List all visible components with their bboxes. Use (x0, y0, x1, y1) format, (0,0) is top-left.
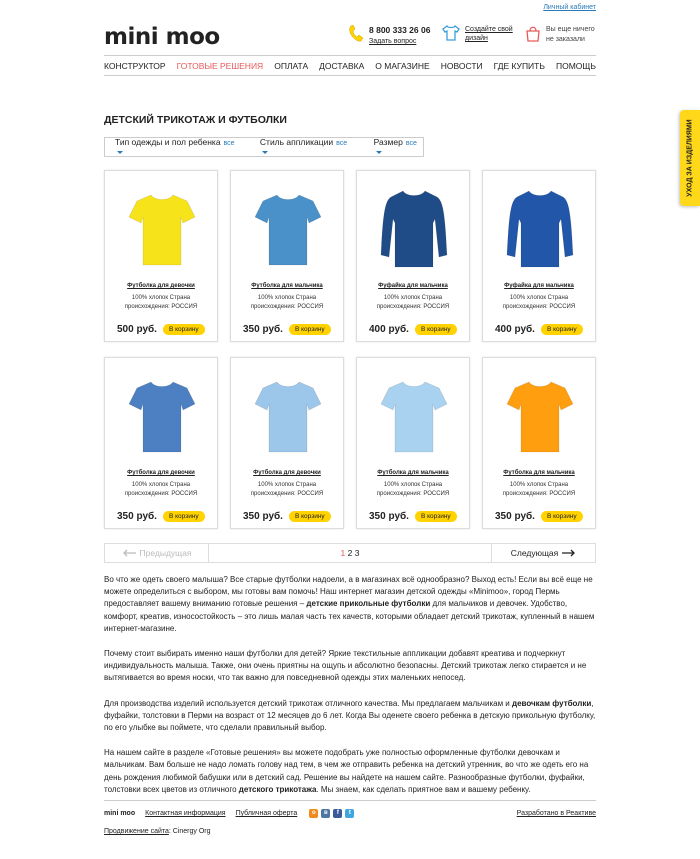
page-3[interactable]: 3 (354, 548, 360, 558)
create-design-block (442, 25, 513, 42)
page-1[interactable]: 1 (340, 548, 346, 558)
product-image[interactable] (127, 370, 197, 460)
product-price: 350 руб. (243, 511, 283, 522)
product-price: 350 руб. (117, 511, 157, 522)
nav-item-where-to-buy[interactable]: ГДЕ КУПИТЬ (493, 60, 545, 71)
nav-item-news[interactable]: НОВОСТИ (440, 60, 483, 71)
cart-bag-icon (525, 25, 541, 42)
footer (104, 800, 596, 835)
tshirt-image (127, 183, 197, 273)
filters-bar (104, 137, 424, 157)
text-paragraph-1: Во что же одеть своего малыша? Все старые футболки надоели, а в магазинах всё однообразно? Выход есть! Если вы всё еще не можете определиться с выбором, мы готовы вам помочь! Наш интернет магазин детской одежды «Minimoo», город Пермь предоставляет вашему вниманию готовые решения – детские прикольные футболки для мальчиков и девочек. Удобство, комфорт, креатив, износостойкость – это лишь малая часть тех качеств, которыми обладает детский трикотаж, купленный в нашем интернет-магазине. (104, 575, 595, 633)
add-to-cart-button[interactable]: В корзину (415, 324, 457, 335)
create-design-link-2[interactable]: дизайн (465, 35, 488, 42)
product-name[interactable]: Фуфайка для мальчика (504, 283, 574, 289)
main-nav (104, 55, 596, 76)
tshirt-image (505, 370, 575, 460)
product-image[interactable] (379, 370, 449, 460)
product-card[interactable] (482, 357, 596, 529)
footer-logo[interactable]: mini moo (104, 810, 136, 817)
odnoklassniki-icon[interactable]: о (309, 809, 318, 818)
product-name[interactable]: Фуфайка для мальчика (378, 283, 448, 289)
chevron-down-icon (376, 151, 382, 154)
product-name[interactable]: Футболка для мальчика (251, 283, 323, 289)
chevron-down-icon (117, 151, 123, 154)
text-paragraph-2: Почему стоит выбирать именно наши футболки для детей? Яркие текстильные аппликации добавят креатива и подчеркнут индивидуальность малыша. Также, они очень приятны на ощупь и абсолютно безопасны. Детский трикотаж легко стирается и не вытягивается во время носки, что так важно для повседневной одежды этих маленьких непосед. (104, 649, 587, 683)
product-description: 100% хлопок Страна происхождения: РОССИЯ (250, 482, 324, 497)
nav-item-about[interactable]: О МАГАЗИНЕ (375, 60, 430, 71)
longsleeve-image (379, 183, 449, 273)
nav-item-delivery[interactable]: ДОСТАВКА (319, 60, 365, 71)
product-card[interactable] (104, 170, 218, 342)
add-to-cart-button[interactable]: В корзину (541, 324, 583, 335)
product-description: 100% хлопок Страна происхождения: РОССИЯ (124, 295, 198, 310)
filter-applique-style[interactable] (260, 137, 352, 157)
tshirt-image (379, 370, 449, 460)
product-image[interactable] (505, 183, 575, 273)
add-to-cart-button[interactable]: В корзину (415, 511, 457, 522)
pagination (104, 543, 596, 563)
ask-question-link[interactable]: Задать вопрос (369, 38, 417, 45)
seo-text (104, 574, 598, 809)
product-price: 400 руб. (495, 324, 535, 335)
text-paragraph-3: Для производства изделий используется детский трикотаж отличного качества. Мы предлагаем мальчикам и девочкам футболки, фуфайки, толстовки в Перми на возраст от 12 месяцев до 6 лет. Когда Вы оденете своего ребенка в детскую прикольную футболку, по его улыбке вы поймете, что сделали правильный выбор. (104, 698, 596, 733)
product-price: 350 руб. (243, 324, 283, 335)
contacts-link[interactable]: Контактная информация (145, 810, 226, 817)
nav-item-ready-solutions[interactable]: ГОТОВЫЕ РЕШЕНИЯ (176, 60, 264, 71)
product-price: 350 руб. (369, 511, 409, 522)
product-name[interactable]: Футболка для мальчика (503, 470, 575, 476)
add-to-cart-button[interactable]: В корзину (289, 511, 331, 522)
promotion-company: : Cinergy Org (168, 828, 211, 835)
product-image[interactable] (505, 370, 575, 460)
nav-item-payment[interactable]: ОПЛАТА (274, 60, 309, 71)
next-page-button[interactable] (491, 544, 595, 562)
product-name[interactable]: Футболка для мальчика (377, 470, 449, 476)
product-card[interactable] (230, 170, 344, 342)
create-design-link[interactable]: Создайте свой (465, 26, 513, 33)
product-name[interactable]: Футболка для девочки (127, 283, 195, 289)
product-description: 100% хлопок Страна происхождения: РОССИЯ (502, 295, 576, 310)
vk-icon[interactable]: в (321, 809, 330, 818)
chevron-down-icon (262, 151, 268, 154)
cart-status-2: не заказали (546, 36, 585, 43)
prev-page-button[interactable] (105, 544, 209, 562)
phone-number: 8 800 333 26 06 (369, 25, 431, 35)
twitter-icon[interactable]: t (345, 809, 354, 818)
nav-item-help[interactable]: ПОМОЩЬ (555, 60, 596, 71)
page-numbers (209, 548, 491, 558)
add-to-cart-button[interactable]: В корзину (289, 324, 331, 335)
product-card[interactable] (104, 357, 218, 529)
product-price: 400 руб. (369, 324, 409, 335)
product-card[interactable] (356, 170, 470, 342)
care-tab-label: УХОД ЗА ИЗДЕЛИЯМИ (686, 119, 694, 197)
add-to-cart-button[interactable]: В корзину (163, 324, 205, 335)
filter-label: Стиль аппликации (259, 137, 334, 147)
product-card[interactable] (356, 357, 470, 529)
product-description: 100% хлопок Страна происхождения: РОССИЯ (250, 295, 324, 310)
promotion-credit (104, 828, 211, 835)
product-name[interactable]: Футболка для девочки (127, 470, 195, 476)
page-2[interactable]: 2 (347, 548, 353, 558)
nav-item-constructor[interactable]: КОНСТРУКТОР (104, 60, 166, 71)
public-offer-link[interactable]: Публичная оферта (235, 810, 298, 817)
filter-value[interactable]: все (336, 140, 348, 147)
logo[interactable]: mini moo (104, 24, 220, 50)
product-image[interactable] (127, 183, 197, 273)
longsleeve-image (505, 183, 575, 273)
product-price: 350 руб. (495, 511, 535, 522)
text-paragraph-4: На нашем сайте в разделе «Готовые решения» вы можете подобрать уже полностью оформленные футболки девочкам и мальчикам. Вам больше не надо ломать голову над тем, в чем же отправить ребенка на детский утренник, во что же одеть его на день рождения любимой бабушки или в детский сад. Решение вы найдете на нашем сайте. Разнообразные футболки, фуфайки, толстовки всех цветов из отличного детского трикотажа. Мы знаем, как сделать приятное вам и вашему ребенку. (104, 748, 589, 794)
arrow-left-icon (122, 549, 136, 557)
tshirt-image (253, 183, 323, 273)
phone-icon (348, 25, 364, 43)
product-description: 100% хлопок Страна происхождения: РОССИЯ (124, 482, 198, 497)
cart-block[interactable] (525, 25, 595, 45)
arrow-right-icon (562, 549, 576, 557)
filter-label: Тип одежды и пол ребенка (115, 137, 221, 147)
add-to-cart-button[interactable]: В корзину (163, 511, 205, 522)
social-links (309, 809, 357, 818)
next-page-label: Следующая (510, 548, 559, 558)
product-description: 100% хлопок Страна происхождения: РОССИЯ (376, 295, 450, 310)
care-instructions-tab[interactable] (680, 110, 700, 206)
product-image[interactable] (253, 183, 323, 273)
tshirt-image (127, 370, 197, 460)
filter-label: Размер (373, 137, 403, 147)
product-description: 100% хлопок Страна происхождения: РОССИЯ (502, 482, 576, 497)
product-price: 500 руб. (117, 324, 157, 335)
product-card[interactable] (482, 170, 596, 342)
personal-cabinet-link[interactable]: Личный кабинет (543, 4, 596, 11)
phone-block (348, 25, 430, 45)
facebook-icon[interactable]: f (333, 809, 342, 818)
tshirt-icon (442, 25, 460, 41)
filter-size[interactable] (374, 137, 423, 157)
developer-link[interactable]: Разработано в Реактиве (516, 810, 596, 817)
product-name[interactable]: Футболка для девочки (253, 470, 321, 476)
add-to-cart-button[interactable]: В корзину (541, 511, 583, 522)
product-card[interactable] (230, 357, 344, 529)
filter-value[interactable]: все (223, 140, 235, 147)
cart-status-1: Вы еще ничего (546, 26, 595, 33)
filter-value[interactable]: все (405, 140, 417, 147)
tshirt-image (253, 370, 323, 460)
prev-page-label: Предыдущая (139, 548, 192, 558)
product-image[interactable] (379, 183, 449, 273)
page-title: ДЕТСКИЙ ТРИКОТАЖ И ФУТБОЛКИ (104, 114, 287, 126)
product-description: 100% хлопок Страна происхождения: РОССИЯ (376, 482, 450, 497)
promotion-link[interactable]: Продвижение сайта (104, 828, 169, 835)
product-image[interactable] (253, 370, 323, 460)
filter-clothing-type[interactable] (115, 137, 238, 157)
